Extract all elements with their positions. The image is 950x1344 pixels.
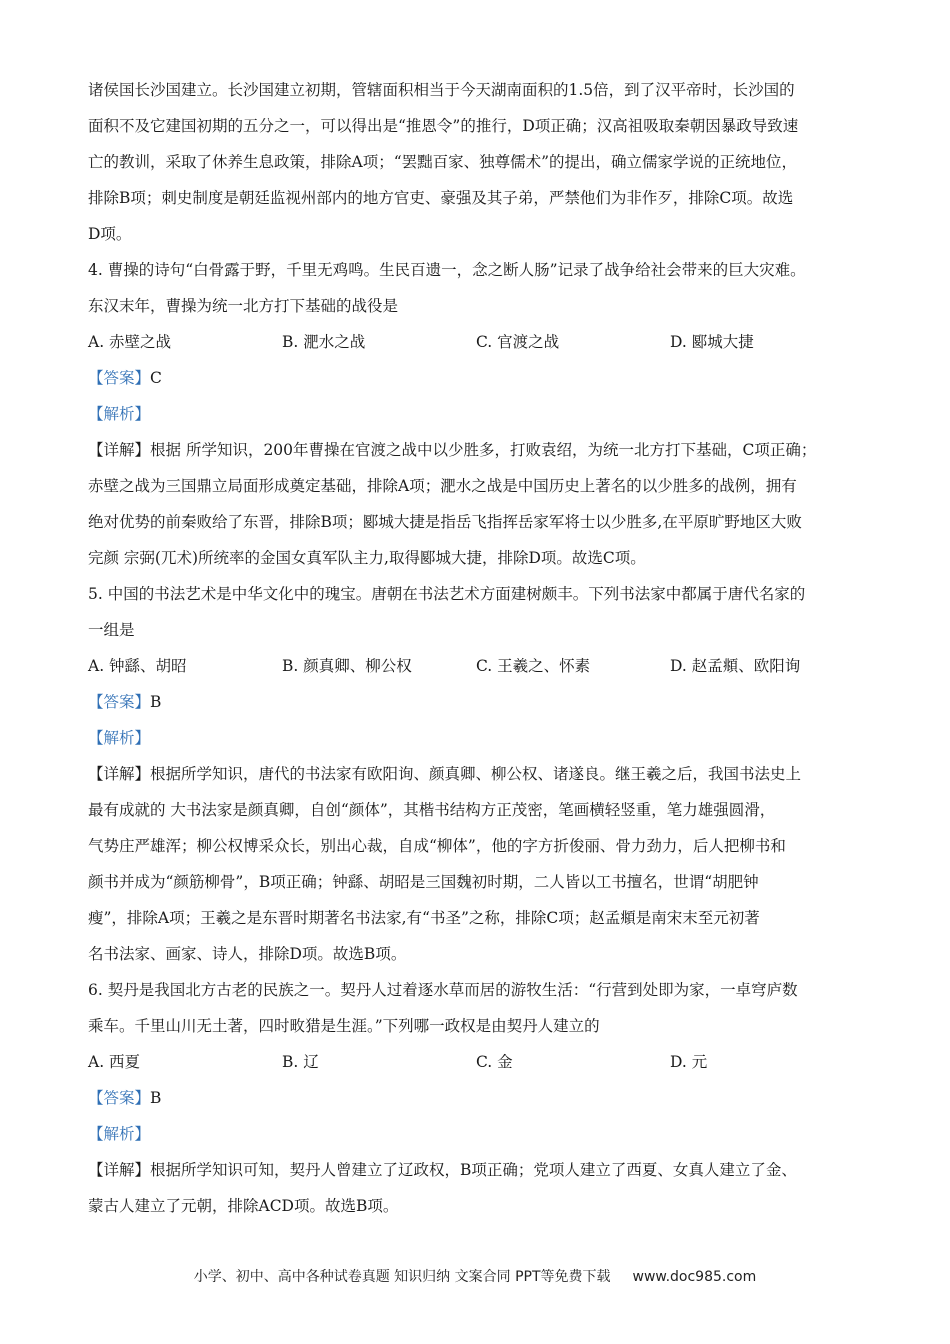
option-c: C. 王羲之、怀素: [476, 657, 591, 675]
detail-text: 根据所学知识，唐代的书法家有欧阳询、颜真卿、柳公权、诸遂良。继王羲之后，我国书法史上: [150, 765, 802, 783]
option-b: B. 辽: [282, 1053, 319, 1071]
detail-line: 完颜 宗弼(兀术)所统率的金国女真军队主力,取得郾城大捷，排除D项。故选C项。: [88, 549, 646, 567]
options-row: [88, 648, 870, 684]
answer-tag: 【答案】: [88, 1089, 151, 1107]
intro-paragraph: [88, 72, 870, 252]
options-row: [88, 324, 870, 360]
detail-tag: 【详解】: [88, 441, 151, 459]
options-row: [88, 1044, 870, 1080]
detail-line: 绝对优势的前秦败给了东晋，排除B项；郾城大捷是指岳飞指挥岳家军将士以少胜多,在平原旷野地区大败: [88, 513, 802, 531]
question-5: [88, 576, 870, 972]
answer-tag: 【答案】: [88, 369, 151, 387]
option-d: D. 赵孟頫、欧阳询: [670, 657, 801, 675]
question-stem: 东汉末年，曹操为统一北方打下基础的战役是: [88, 297, 399, 315]
text-line: 诸侯国长沙国建立。长沙国建立初期，管辖面积相当于今天湖南面积的1.5倍，到了汉平帝时，长沙国的: [88, 81, 795, 99]
detail-line: 瘦”，排除A项；王羲之是东晋时期著名书法家,有“书圣”之称，排除C项；赵孟頫是南宋末至元初著: [88, 909, 760, 927]
footer-site-link[interactable]: www.doc985.com: [632, 1269, 757, 1285]
answer-value: C: [150, 369, 162, 387]
question-stem: 乘车。千里山川无土著，四时畋猎是生涯。”下列哪一政权是由契丹人建立的: [88, 1017, 600, 1035]
analysis-line: [88, 396, 870, 432]
answer-value: B: [150, 693, 162, 711]
detail-line: 赤壁之战为三国鼎立局面形成奠定基础，排除A项；淝水之战是中国历史上著名的以少胜多的战例，拥有: [88, 477, 797, 495]
question-stem: 6. 契丹是我国北方古老的民族之一。契丹人过着逐水草而居的游牧生活：“行营到处即为家，一卓穹庐数: [88, 981, 798, 999]
answer-tag: 【答案】: [88, 693, 151, 711]
text-line: 面积不及它建国初期的五分之一，可以得出是“推恩令”的推行，D项正确；汉高祖吸取秦朝因暴政导致速: [88, 117, 799, 135]
option-a: A. 赤壁之战: [88, 333, 172, 351]
question-stem: 一组是: [88, 621, 135, 639]
option-c: C. 官渡之战: [476, 333, 560, 351]
analysis-tag: 【解析】: [88, 405, 151, 423]
question-6: [88, 972, 870, 1224]
question-4: [88, 252, 870, 576]
detail-line: 颜书并成为“颜筋柳骨”，B项正确；钟繇、胡昭是三国魏初时期，二人皆以工书擅名，世谓“胡肥钟: [88, 873, 759, 891]
option-a: A. 钟繇、胡昭: [88, 657, 187, 675]
detail-line: [88, 1152, 870, 1188]
answer-line: [88, 360, 870, 396]
answer-line: [88, 684, 870, 720]
answer-value: B: [150, 1089, 162, 1107]
option-c: C. 金: [476, 1053, 513, 1071]
detail-line: 气势庄严雄浑；柳公权博采众长，别出心裁，自成“柳体”，他的字方折俊丽、骨力劲力，后人把柳书和: [88, 837, 786, 855]
text-line: 排除B项；刺史制度是朝廷监视州部内的地方官吏、豪强及其子弟，严禁他们为非作歹，排除C项。故选: [88, 189, 794, 207]
option-a: A. 西夏: [88, 1053, 141, 1071]
answer-line: [88, 1080, 870, 1116]
analysis-line: [88, 720, 870, 756]
detail-line: 最有成就的 大书法家是颜真卿，自创“颜体”，其楷书结构方正茂密，笔画横轻竖重，笔力雄强圆滑，: [88, 801, 776, 819]
option-d: D. 元: [670, 1053, 708, 1071]
document-body: [88, 72, 870, 1224]
option-b: B. 淝水之战: [282, 333, 366, 351]
analysis-tag: 【解析】: [88, 1125, 151, 1143]
detail-text: 根据 所学知识，200年曹操在官渡之战中以少胜多，打败袁绍，为统一北方打下基础，C项正确；: [150, 441, 817, 459]
detail-text: 根据所学知识可知，契丹人曾建立了辽政权，B项正确；党项人建立了西夏、女真人建立了金、: [150, 1161, 797, 1179]
text-line: D项。: [88, 225, 132, 243]
analysis-tag: 【解析】: [88, 729, 151, 747]
detail-line: [88, 432, 870, 468]
page-footer: [0, 1266, 950, 1286]
option-b: B. 颜真卿、柳公权: [282, 657, 412, 675]
text-line: 亡的教训，采取了休养生息政策，排除A项；“罢黜百家、独尊儒术”的提出，确立儒家学说的正统地位，: [88, 153, 798, 171]
analysis-line: [88, 1116, 870, 1152]
detail-tag: 【详解】: [88, 1161, 151, 1179]
detail-line: [88, 756, 870, 792]
detail-tag: 【详解】: [88, 765, 151, 783]
question-stem: 5. 中国的书法艺术是中华文化中的瑰宝。唐朝在书法艺术方面建树颇丰。下列书法家中都属于唐代名家的: [88, 585, 806, 603]
detail-line: 名书法家、画家、诗人，排除D项。故选B项。: [88, 945, 407, 963]
question-stem: 4. 曹操的诗句“白骨露于野，千里无鸡鸣。生民百遗一，念之断人肠”记录了战争给社会带来的巨大灾难。: [88, 261, 806, 279]
option-d: D. 郾城大捷: [670, 333, 754, 351]
detail-line: 蒙古人建立了元朝，排除ACD项。故选B项。: [88, 1197, 399, 1215]
footer-text: 小学、初中、高中各种试卷真题 知识归纳 文案合同 PPT等免费下载: [193, 1269, 611, 1285]
